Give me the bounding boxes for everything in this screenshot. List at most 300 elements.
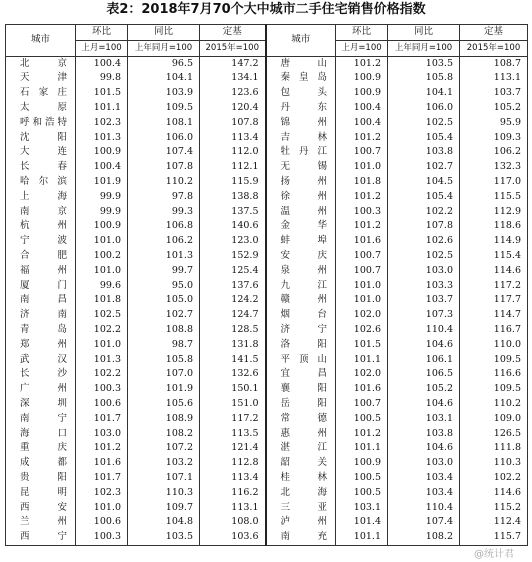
right-mom-cell: 100.9 <box>336 456 388 471</box>
left-yoy-cell: 106.8 <box>128 219 200 234</box>
right-base-cell: 112.4 <box>460 515 528 530</box>
left-mom-cell: 99.6 <box>76 279 128 294</box>
yoy-header-left: 同比 <box>128 25 200 41</box>
right-city-cell: 宜昌 <box>266 367 336 382</box>
left-city-cell: 石家庄 <box>6 86 76 101</box>
left-yoy-cell: 103.9 <box>128 86 200 101</box>
left-yoy-cell: 101.9 <box>128 382 200 397</box>
right-base-cell: 116.7 <box>460 323 528 338</box>
right-base-cell: 105.2 <box>460 101 528 116</box>
left-base-cell: 113.4 <box>200 471 266 486</box>
left-base-cell: 113.1 <box>200 501 266 516</box>
left-base-cell: 113.5 <box>200 427 266 442</box>
left-mom-cell: 100.6 <box>76 397 128 412</box>
right-city-cell: 泸州 <box>266 515 336 530</box>
right-mom-cell: 100.7 <box>336 145 388 160</box>
right-city-cell: 安庆 <box>266 249 336 264</box>
right-base-cell: 115.7 <box>460 530 528 545</box>
table-row <box>6 264 528 279</box>
table-row <box>6 101 528 116</box>
right-city-cell: 丹东 <box>266 101 336 116</box>
left-mom-cell: 100.9 <box>76 145 128 160</box>
right-yoy-cell: 103.4 <box>388 486 460 501</box>
right-mom-cell: 100.7 <box>336 397 388 412</box>
left-mom-cell: 101.2 <box>76 441 128 456</box>
right-base-cell: 117.0 <box>460 175 528 190</box>
left-mom-cell: 102.2 <box>76 323 128 338</box>
right-mom-cell: 101.2 <box>336 131 388 146</box>
right-city-cell: 唐山 <box>266 56 336 71</box>
city-header-left: 城市 <box>6 25 76 57</box>
left-mom-cell: 103.0 <box>76 427 128 442</box>
right-base-cell: 103.7 <box>460 86 528 101</box>
right-city-cell: 扬州 <box>266 175 336 190</box>
left-city-cell: 杭州 <box>6 219 76 234</box>
left-base-cell: 147.2 <box>200 56 266 71</box>
left-base-cell: 116.2 <box>200 486 266 501</box>
right-yoy-cell: 108.2 <box>388 530 460 545</box>
left-base-cell: 150.1 <box>200 382 266 397</box>
left-yoy-cell: 108.8 <box>128 323 200 338</box>
right-yoy-cell: 107.3 <box>388 308 460 323</box>
right-yoy-cell: 103.8 <box>388 145 460 160</box>
right-mom-cell: 101.5 <box>336 338 388 353</box>
left-mom-cell: 100.4 <box>76 160 128 175</box>
left-city-cell: 合肥 <box>6 249 76 264</box>
right-city-cell: 惠州 <box>266 427 336 442</box>
right-base-cell: 110.0 <box>460 338 528 353</box>
table-row <box>6 219 528 234</box>
table-row <box>6 160 528 175</box>
table-row <box>6 412 528 427</box>
left-base-cell: 132.6 <box>200 367 266 382</box>
right-yoy-cell: 102.2 <box>388 205 460 220</box>
right-yoy-cell: 105.4 <box>388 190 460 205</box>
table-row <box>6 471 528 486</box>
left-yoy-cell: 109.5 <box>128 101 200 116</box>
yoy-header-right: 同比 <box>388 25 460 41</box>
left-base-cell: 103.6 <box>200 530 266 545</box>
table-row <box>6 249 528 264</box>
right-mom-cell: 101.2 <box>336 219 388 234</box>
right-mom-cell: 100.3 <box>336 205 388 220</box>
left-mom-cell: 102.3 <box>76 486 128 501</box>
left-yoy-cell: 109.7 <box>128 501 200 516</box>
right-mom-cell: 100.9 <box>336 71 388 86</box>
table-body <box>6 56 528 545</box>
right-base-cell: 109.5 <box>460 382 528 397</box>
right-base-cell: 132.3 <box>460 160 528 175</box>
right-city-cell: 锦州 <box>266 116 336 131</box>
left-base-cell: 137.5 <box>200 205 266 220</box>
right-base-cell: 117.7 <box>460 293 528 308</box>
table-row <box>6 382 528 397</box>
left-city-cell: 青岛 <box>6 323 76 338</box>
right-base-cell: 114.9 <box>460 234 528 249</box>
left-mom-cell: 101.0 <box>76 264 128 279</box>
right-city-cell: 无锡 <box>266 160 336 175</box>
city-header-right: 城市 <box>266 25 336 57</box>
right-base-cell: 102.2 <box>460 471 528 486</box>
right-yoy-cell: 103.3 <box>388 279 460 294</box>
left-city-cell: 天津 <box>6 71 76 86</box>
left-yoy-cell: 105.6 <box>128 397 200 412</box>
right-city-cell: 金华 <box>266 219 336 234</box>
left-mom-cell: 101.6 <box>76 456 128 471</box>
table-row <box>6 175 528 190</box>
right-mom-cell: 101.2 <box>336 427 388 442</box>
left-mom-cell: 101.0 <box>76 338 128 353</box>
left-city-cell: 成都 <box>6 456 76 471</box>
left-city-cell: 南宁 <box>6 412 76 427</box>
left-yoy-cell: 107.4 <box>128 145 200 160</box>
left-yoy-cell: 110.2 <box>128 175 200 190</box>
table-row <box>6 86 528 101</box>
right-city-cell: 桂林 <box>266 471 336 486</box>
left-base-cell: 137.6 <box>200 279 266 294</box>
table-row <box>6 486 528 501</box>
right-city-cell: 韶关 <box>266 456 336 471</box>
left-base-cell: 124.2 <box>200 293 266 308</box>
right-base-cell: 114.7 <box>460 308 528 323</box>
table-row <box>6 441 528 456</box>
left-yoy-cell: 107.1 <box>128 471 200 486</box>
left-yoy-cell: 105.0 <box>128 293 200 308</box>
left-city-cell: 北京 <box>6 56 76 71</box>
left-yoy-cell: 106.0 <box>128 131 200 146</box>
left-mom-cell: 99.9 <box>76 205 128 220</box>
right-mom-cell: 101.6 <box>336 382 388 397</box>
yoy-subheader-right: 上年同月=100 <box>388 40 460 56</box>
right-mom-cell: 100.4 <box>336 101 388 116</box>
right-mom-cell: 101.6 <box>336 234 388 249</box>
left-mom-cell: 101.9 <box>76 175 128 190</box>
left-mom-cell: 101.0 <box>76 234 128 249</box>
left-yoy-cell: 99.7 <box>128 264 200 279</box>
table-row <box>6 367 528 382</box>
right-base-cell: 95.9 <box>460 116 528 131</box>
left-mom-cell: 101.3 <box>76 131 128 146</box>
table-row <box>6 205 528 220</box>
left-mom-cell: 101.5 <box>76 86 128 101</box>
right-mom-cell: 100.5 <box>336 471 388 486</box>
right-base-cell: 118.6 <box>460 219 528 234</box>
left-yoy-cell: 107.0 <box>128 367 200 382</box>
left-yoy-cell: 98.7 <box>128 338 200 353</box>
right-yoy-cell: 104.1 <box>388 86 460 101</box>
left-city-cell: 南京 <box>6 205 76 220</box>
left-yoy-cell: 104.8 <box>128 515 200 530</box>
table-row <box>6 353 528 368</box>
right-base-cell: 113.1 <box>460 71 528 86</box>
left-mom-cell: 100.6 <box>76 515 128 530</box>
right-yoy-cell: 103.1 <box>388 412 460 427</box>
right-base-cell: 109.5 <box>460 353 528 368</box>
left-base-cell: 128.5 <box>200 323 266 338</box>
right-city-cell: 包头 <box>266 86 336 101</box>
right-yoy-cell: 103.5 <box>388 56 460 71</box>
table-title: 表2：2018年7月70个大中城市二手住宅销售价格指数 <box>106 2 426 17</box>
left-base-cell: 131.8 <box>200 338 266 353</box>
left-yoy-cell: 107.8 <box>128 160 200 175</box>
right-yoy-cell: 102.7 <box>388 160 460 175</box>
right-city-cell: 济宁 <box>266 323 336 338</box>
right-yoy-cell: 106.0 <box>388 101 460 116</box>
left-mom-cell: 100.3 <box>76 382 128 397</box>
left-yoy-cell: 108.9 <box>128 412 200 427</box>
left-base-cell: 112.8 <box>200 456 266 471</box>
left-yoy-cell: 110.3 <box>128 486 200 501</box>
left-mom-cell: 100.9 <box>76 219 128 234</box>
left-city-cell: 西宁 <box>6 530 76 545</box>
table-row <box>6 190 528 205</box>
left-city-cell: 宁波 <box>6 234 76 249</box>
header-row <box>6 25 528 41</box>
table-row <box>6 145 528 160</box>
left-city-cell: 上海 <box>6 190 76 205</box>
left-city-cell: 长春 <box>6 160 76 175</box>
right-mom-cell: 102.0 <box>336 367 388 382</box>
table-row <box>6 515 528 530</box>
left-yoy-cell: 103.2 <box>128 456 200 471</box>
right-city-cell: 吉林 <box>266 131 336 146</box>
right-city-cell: 温州 <box>266 205 336 220</box>
left-city-cell: 太原 <box>6 101 76 116</box>
right-city-cell: 三亚 <box>266 501 336 516</box>
right-yoy-cell: 106.5 <box>388 367 460 382</box>
mom-header-right: 环比 <box>336 25 388 41</box>
right-yoy-cell: 107.8 <box>388 219 460 234</box>
right-mom-cell: 101.4 <box>336 515 388 530</box>
right-city-cell: 北海 <box>266 486 336 501</box>
right-mom-cell: 101.1 <box>336 530 388 545</box>
left-mom-cell: 101.7 <box>76 471 128 486</box>
right-city-cell: 襄阳 <box>266 382 336 397</box>
left-city-cell: 郑州 <box>6 338 76 353</box>
left-city-cell: 昆明 <box>6 486 76 501</box>
right-mom-cell: 100.7 <box>336 249 388 264</box>
table-row <box>6 293 528 308</box>
left-yoy-cell: 105.8 <box>128 353 200 368</box>
right-mom-cell: 102.0 <box>336 308 388 323</box>
right-yoy-cell: 103.8 <box>388 427 460 442</box>
base-subheader-left: 2015年=100 <box>200 40 266 56</box>
table-row <box>6 71 528 86</box>
right-yoy-cell: 102.6 <box>388 234 460 249</box>
right-base-cell: 109.0 <box>460 412 528 427</box>
left-city-cell: 长沙 <box>6 367 76 382</box>
left-city-cell: 呼和浩特 <box>6 116 76 131</box>
left-base-cell: 124.7 <box>200 308 266 323</box>
left-mom-cell: 101.3 <box>76 353 128 368</box>
left-city-cell: 深圳 <box>6 397 76 412</box>
right-base-cell: 112.9 <box>460 205 528 220</box>
left-base-cell: 123.6 <box>200 86 266 101</box>
left-mom-cell: 100.4 <box>76 56 128 71</box>
base-header-left: 定基 <box>200 25 266 41</box>
right-yoy-cell: 102.5 <box>388 249 460 264</box>
left-yoy-cell: 103.5 <box>128 530 200 545</box>
left-base-cell: 138.8 <box>200 190 266 205</box>
right-mom-cell: 101.8 <box>336 175 388 190</box>
right-base-cell: 110.3 <box>460 456 528 471</box>
left-base-cell: 151.0 <box>200 397 266 412</box>
left-city-cell: 济南 <box>6 308 76 323</box>
right-city-cell: 湛江 <box>266 441 336 456</box>
left-base-cell: 107.8 <box>200 116 266 131</box>
right-city-cell: 常德 <box>266 412 336 427</box>
right-mom-cell: 102.6 <box>336 323 388 338</box>
left-mom-cell: 100.3 <box>76 530 128 545</box>
right-city-cell: 岳阳 <box>266 397 336 412</box>
right-yoy-cell: 110.4 <box>388 323 460 338</box>
table-row <box>6 397 528 412</box>
left-city-cell: 广州 <box>6 382 76 397</box>
right-base-cell: 117.2 <box>460 279 528 294</box>
left-base-cell: 134.1 <box>200 71 266 86</box>
left-yoy-cell: 97.8 <box>128 190 200 205</box>
right-base-cell: 126.5 <box>460 427 528 442</box>
right-base-cell: 115.5 <box>460 190 528 205</box>
left-yoy-cell: 102.7 <box>128 308 200 323</box>
left-base-cell: 112.1 <box>200 160 266 175</box>
table-row <box>6 323 528 338</box>
mom-header-left: 环比 <box>76 25 128 41</box>
left-mom-cell: 102.2 <box>76 367 128 382</box>
left-base-cell: 120.4 <box>200 101 266 116</box>
left-yoy-cell: 108.2 <box>128 427 200 442</box>
left-city-cell: 西安 <box>6 501 76 516</box>
left-base-cell: 121.4 <box>200 441 266 456</box>
mom-subheader-left: 上月=100 <box>76 40 128 56</box>
left-city-cell: 武汉 <box>6 353 76 368</box>
left-city-cell: 重庆 <box>6 441 76 456</box>
left-yoy-cell: 104.1 <box>128 71 200 86</box>
watermark: @统计君 <box>474 549 514 560</box>
left-base-cell: 117.2 <box>200 412 266 427</box>
right-mom-cell: 101.2 <box>336 56 388 71</box>
right-mom-cell: 101.2 <box>336 190 388 205</box>
right-mom-cell: 100.9 <box>336 86 388 101</box>
mom-subheader-right: 上月=100 <box>336 40 388 56</box>
right-city-cell: 洛阳 <box>266 338 336 353</box>
right-mom-cell: 100.7 <box>336 264 388 279</box>
left-base-cell: 125.4 <box>200 264 266 279</box>
table-row <box>6 530 528 545</box>
left-yoy-cell: 106.2 <box>128 234 200 249</box>
base-header-right: 定基 <box>460 25 528 41</box>
left-city-cell: 贵阳 <box>6 471 76 486</box>
left-yoy-cell: 99.3 <box>128 205 200 220</box>
left-city-cell: 厦门 <box>6 279 76 294</box>
right-city-cell: 徐州 <box>266 190 336 205</box>
right-yoy-cell: 103.0 <box>388 264 460 279</box>
right-base-cell: 111.8 <box>460 441 528 456</box>
left-base-cell: 152.9 <box>200 249 266 264</box>
right-yoy-cell: 102.5 <box>388 116 460 131</box>
table-row <box>6 116 528 131</box>
right-yoy-cell: 104.6 <box>388 397 460 412</box>
left-yoy-cell: 101.3 <box>128 249 200 264</box>
table-row <box>6 338 528 353</box>
right-yoy-cell: 107.4 <box>388 515 460 530</box>
right-base-cell: 116.6 <box>460 367 528 382</box>
right-mom-cell: 101.0 <box>336 160 388 175</box>
table-row <box>6 234 528 249</box>
left-base-cell: 113.4 <box>200 131 266 146</box>
left-yoy-cell: 96.5 <box>128 56 200 71</box>
table-row <box>6 279 528 294</box>
table-row <box>6 308 528 323</box>
left-yoy-cell: 108.1 <box>128 116 200 131</box>
right-base-cell: 114.6 <box>460 264 528 279</box>
right-mom-cell: 100.5 <box>336 486 388 501</box>
right-base-cell: 114.6 <box>460 486 528 501</box>
right-city-cell: 赣州 <box>266 293 336 308</box>
right-city-cell: 烟台 <box>266 308 336 323</box>
left-mom-cell: 99.8 <box>76 71 128 86</box>
table-row <box>6 456 528 471</box>
left-yoy-cell: 95.0 <box>128 279 200 294</box>
left-base-cell: 141.5 <box>200 353 266 368</box>
base-subheader-right: 2015年=100 <box>460 40 528 56</box>
right-mom-cell: 101.1 <box>336 441 388 456</box>
right-city-cell: 蚌埠 <box>266 234 336 249</box>
right-yoy-cell: 103.0 <box>388 456 460 471</box>
right-city-cell: 秦皇岛 <box>266 71 336 86</box>
right-yoy-cell: 103.4 <box>388 471 460 486</box>
right-mom-cell: 100.4 <box>336 116 388 131</box>
right-city-cell: 泉州 <box>266 264 336 279</box>
left-base-cell: 123.0 <box>200 234 266 249</box>
left-mom-cell: 101.0 <box>76 501 128 516</box>
left-city-cell: 福州 <box>6 264 76 279</box>
left-city-cell: 南昌 <box>6 293 76 308</box>
left-base-cell: 140.6 <box>200 219 266 234</box>
table-row <box>6 56 528 71</box>
left-mom-cell: 102.5 <box>76 308 128 323</box>
right-city-cell: 牡丹江 <box>266 145 336 160</box>
right-yoy-cell: 106.1 <box>388 353 460 368</box>
left-mom-cell: 100.2 <box>76 249 128 264</box>
right-base-cell: 115.4 <box>460 249 528 264</box>
price-index-table <box>5 24 528 546</box>
right-yoy-cell: 104.5 <box>388 175 460 190</box>
left-base-cell: 108.0 <box>200 515 266 530</box>
right-mom-cell: 100.5 <box>336 412 388 427</box>
right-mom-cell: 101.0 <box>336 293 388 308</box>
table-row <box>6 501 528 516</box>
left-mom-cell: 101.7 <box>76 412 128 427</box>
right-city-cell: 九江 <box>266 279 336 294</box>
left-base-cell: 112.0 <box>200 145 266 160</box>
right-yoy-cell: 105.2 <box>388 382 460 397</box>
left-mom-cell: 102.3 <box>76 116 128 131</box>
right-city-cell: 平顶山 <box>266 353 336 368</box>
left-city-cell: 哈尔滨 <box>6 175 76 190</box>
yoy-subheader-left: 上年同月=100 <box>128 40 200 56</box>
left-base-cell: 115.9 <box>200 175 266 190</box>
left-mom-cell: 101.1 <box>76 101 128 116</box>
right-mom-cell: 101.0 <box>336 279 388 294</box>
right-base-cell: 106.2 <box>460 145 528 160</box>
right-mom-cell: 103.1 <box>336 501 388 516</box>
left-mom-cell: 101.8 <box>76 293 128 308</box>
right-base-cell: 109.3 <box>460 131 528 146</box>
right-yoy-cell: 110.4 <box>388 501 460 516</box>
left-yoy-cell: 107.2 <box>128 441 200 456</box>
left-city-cell: 海口 <box>6 427 76 442</box>
